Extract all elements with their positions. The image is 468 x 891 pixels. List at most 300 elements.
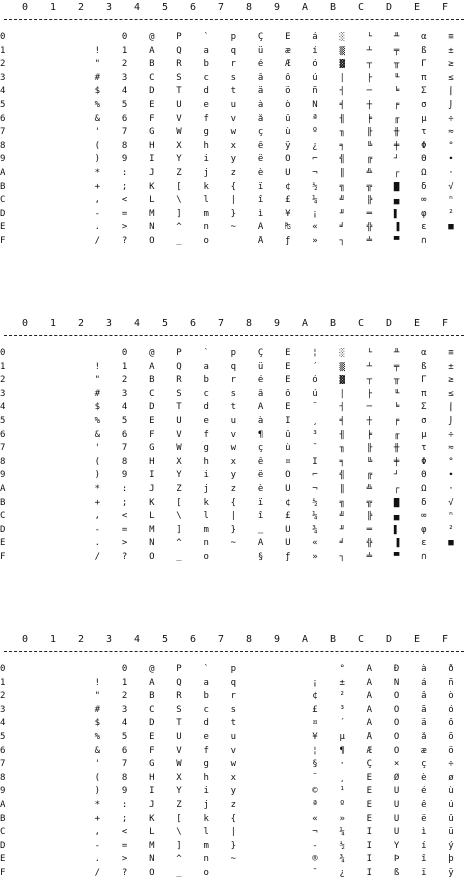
glyph-cell: 4 [121, 86, 128, 97]
glyph-cell: ╧ [366, 552, 373, 562]
glyph-cell: y [230, 470, 237, 481]
glyph-cell [57, 773, 83, 784]
column-header-label: E [413, 634, 421, 645]
glyph-cell: 4 [121, 402, 128, 413]
header-divider [4, 19, 464, 20]
glyph-cell: a [203, 45, 209, 56]
glyph-cell [30, 827, 56, 838]
glyph-cell [30, 759, 56, 770]
glyph-cell: U [176, 732, 182, 742]
glyph-cell: ⌐ [312, 470, 318, 481]
glyph-cell: ( [94, 456, 101, 467]
glyph-cell: O [149, 236, 155, 246]
glyph-cell: Ï [285, 416, 291, 426]
glyph-cell: ░ [339, 348, 345, 358]
glyph-cell: ú [312, 72, 318, 83]
glyph-cell: ì [421, 827, 427, 838]
glyph-cell [248, 841, 274, 852]
glyph-cell: } [230, 208, 237, 219]
glyph-cell: ╕ [339, 140, 345, 151]
glyph-cell: µ [421, 429, 427, 440]
glyph-cell [57, 691, 83, 702]
glyph-cell: K [149, 181, 155, 192]
glyph-cell: ╪ [393, 456, 400, 467]
glyph-cell [57, 222, 83, 233]
row-label: 9 [0, 154, 6, 165]
column-header-label: 9 [273, 634, 281, 645]
glyph-cell: T [176, 402, 182, 413]
glyph-cell: f [203, 745, 209, 756]
glyph-cell: ┤ [339, 402, 345, 413]
glyph-cell: ! [94, 45, 101, 56]
glyph-cell: ┌ [393, 168, 400, 178]
row-label: 7 [0, 443, 6, 454]
glyph-cell [30, 46, 56, 57]
glyph-cell [248, 773, 274, 784]
glyph-cell [30, 443, 56, 454]
glyph-cell: π [421, 388, 427, 399]
column-header-label: 2 [77, 318, 85, 329]
glyph-cell [30, 538, 56, 549]
glyph-cell: w [230, 127, 237, 138]
glyph-cell: ╡ [339, 416, 345, 426]
glyph-cell [57, 827, 83, 838]
glyph-cell: 6 [121, 113, 128, 124]
glyph-cell: . [94, 222, 101, 233]
glyph-cell [30, 773, 56, 784]
glyph-cell: ╞ [366, 429, 373, 440]
glyph-cell: Û [285, 538, 291, 549]
glyph-cell [57, 389, 83, 400]
column-header-label: 1 [49, 318, 57, 329]
column-header-label: E [413, 318, 421, 329]
glyph-cell: ç [257, 443, 264, 454]
glyph-cell [30, 402, 56, 413]
glyph-cell: F [149, 113, 155, 124]
row-label: C [0, 511, 6, 522]
glyph-cell: 2 [121, 691, 128, 702]
glyph-cell: u [230, 732, 237, 742]
glyph-cell: » [312, 552, 318, 562]
glyph-cell: ⌐ [312, 154, 318, 165]
column-header-label: 5 [161, 318, 169, 329]
glyph-cell: ¨ [312, 772, 318, 783]
glyph-cell: å [257, 113, 264, 124]
column-header-label: 2 [77, 634, 85, 645]
glyph-cell: φ [421, 524, 427, 535]
glyph-cell [275, 732, 301, 743]
column-header-label: B [329, 318, 337, 329]
glyph-cell: ╒ [393, 416, 400, 426]
glyph-cell: % [94, 732, 101, 742]
glyph-cell: i [203, 154, 209, 165]
glyph-cell: o [203, 868, 209, 878]
glyph-cell: Γ [421, 375, 427, 386]
row-label: 8 [0, 772, 6, 783]
glyph-cell: ' [94, 759, 101, 770]
column-header-label: 1 [49, 2, 57, 13]
glyph-cell: Ç [366, 759, 373, 770]
glyph-cell [57, 402, 83, 413]
glyph-cell: ╥ [393, 59, 400, 70]
glyph-cell: N [149, 538, 155, 549]
glyph-cell [57, 525, 83, 536]
glyph-cell: \ [176, 827, 182, 838]
glyph-cell: δ [421, 497, 427, 508]
column-header-label: C [357, 634, 365, 645]
glyph-cell: Z [176, 800, 182, 810]
glyph-cell [248, 854, 274, 865]
glyph-cell [275, 705, 301, 716]
glyph-cell: " [94, 59, 101, 70]
glyph-cell: ± [448, 361, 454, 372]
glyph-cell: ε [421, 538, 427, 549]
glyph-cell: ß [421, 361, 427, 372]
glyph-cell: X [176, 456, 182, 467]
column-header-label: C [357, 318, 365, 329]
glyph-cell: Q [176, 45, 182, 56]
column-header-label: 7 [217, 318, 225, 329]
glyph-cell: ╠ [366, 195, 373, 206]
glyph-cell [30, 222, 56, 233]
glyph-cell: ¯ [312, 868, 318, 878]
glyph-cell: ├ [366, 388, 373, 399]
glyph-cell: 7 [121, 127, 128, 138]
glyph-cell: § [312, 759, 318, 770]
row-label: 6 [0, 113, 6, 124]
glyph-cell: L [149, 511, 155, 522]
glyph-cell: ╟ [366, 127, 373, 138]
glyph-cell: ├ [366, 72, 373, 83]
glyph-cell: { [230, 813, 237, 824]
glyph-cell: ¬ [312, 484, 318, 494]
glyph-cell: ε [421, 222, 427, 233]
row-label: 3 [0, 704, 6, 715]
glyph-cell: ≤ [448, 388, 454, 399]
glyph-cell: ( [94, 772, 101, 783]
glyph-cell [30, 182, 56, 193]
glyph-cell: ╔ [366, 470, 373, 481]
glyph-cell: 0 [121, 32, 128, 42]
column-header-label: 7 [217, 2, 225, 13]
glyph-cell: ≈ [448, 127, 454, 138]
glyph-cell: > [121, 854, 128, 865]
glyph-cell: " [94, 691, 101, 702]
row-label: A [0, 800, 6, 810]
glyph-cell [30, 73, 56, 84]
glyph-cell [30, 484, 56, 495]
glyph-cell: ¹ [339, 786, 345, 797]
glyph-cell: ? [121, 552, 128, 562]
glyph-cell: : [121, 800, 128, 810]
glyph-cell: ▒ [339, 361, 345, 372]
glyph-cell: ╬ [366, 538, 373, 549]
glyph-cell: g [203, 443, 209, 454]
glyph-cell [30, 705, 56, 716]
glyph-cell: ý [448, 840, 454, 851]
glyph-cell: n [203, 538, 209, 549]
glyph-cell: @ [149, 32, 155, 42]
glyph-cell: · [339, 759, 345, 770]
glyph-cell: ª [312, 800, 318, 810]
glyph-cell: o [203, 552, 209, 562]
glyph-cell: Y [176, 470, 182, 481]
glyph-cell: σ [421, 416, 427, 426]
glyph-cell [57, 457, 83, 468]
glyph-cell [57, 786, 83, 797]
glyph-cell: ÿ [448, 868, 454, 878]
glyph-cell: B [149, 59, 155, 70]
glyph-cell [57, 362, 83, 373]
column-header-label: 9 [273, 2, 281, 13]
glyph-cell [248, 664, 274, 675]
row-label: D [0, 208, 6, 219]
glyph-cell [248, 678, 274, 689]
glyph-cell: ┘ [393, 154, 400, 165]
glyph-cell: } [230, 524, 237, 535]
glyph-cell: ` [203, 348, 209, 358]
glyph-cell: ^ [176, 222, 182, 233]
glyph-cell: τ [421, 127, 427, 138]
glyph-cell: ' [94, 127, 101, 138]
glyph-cell [30, 786, 56, 797]
glyph-cell: ╩ [366, 168, 373, 178]
glyph-cell: G [149, 127, 155, 138]
glyph-cell [275, 854, 301, 865]
row-label: D [0, 524, 6, 535]
glyph-cell [30, 127, 56, 138]
glyph-cell: ╦ [366, 181, 373, 192]
glyph-cell: F [149, 745, 155, 756]
glyph-cell: ┴ [366, 361, 373, 372]
glyph-cell [220, 552, 246, 563]
glyph-cell: ▓ [339, 375, 345, 386]
glyph-cell: ~ [230, 222, 237, 233]
glyph-cell: É [285, 348, 291, 358]
column-header-label: 5 [161, 2, 169, 13]
glyph-cell [30, 854, 56, 865]
glyph-cell: # [94, 72, 101, 83]
glyph-cell: 3 [121, 704, 128, 715]
glyph-cell: æ [285, 45, 291, 56]
glyph-cell: ª [312, 113, 318, 124]
glyph-cell [57, 86, 83, 97]
glyph-cell: J [149, 484, 155, 494]
glyph-cell: ' [94, 443, 101, 454]
glyph-cell: ┴ [366, 45, 373, 56]
glyph-cell: s [230, 704, 237, 715]
glyph-cell: Ø [393, 772, 400, 783]
glyph-cell: ² [448, 208, 454, 219]
column-header-label: 1 [49, 634, 57, 645]
glyph-cell: M [149, 524, 155, 535]
column-header-label: 3 [105, 2, 113, 13]
glyph-cell: ╝ [339, 195, 345, 206]
column-header-label: 7 [217, 634, 225, 645]
glyph-cell [57, 154, 83, 165]
glyph-cell: ÿ [285, 140, 291, 151]
glyph-cell [275, 718, 301, 729]
glyph-cell [30, 511, 56, 522]
glyph-cell: Â [366, 691, 373, 702]
glyph-cell [248, 691, 274, 702]
glyph-cell: R [176, 375, 182, 386]
glyph-cell: ∙ [448, 470, 454, 481]
glyph-cell: , [94, 195, 101, 206]
glyph-cell: 1 [121, 361, 128, 372]
row-label: E [0, 538, 6, 549]
glyph-cell: ¶ [257, 429, 264, 440]
glyph-cell: ÷ [448, 759, 454, 770]
glyph-cell: o [203, 236, 209, 246]
glyph-cell: þ [448, 854, 454, 865]
glyph-cell: ⁿ [448, 195, 454, 206]
glyph-cell [438, 236, 464, 247]
glyph-cell: P [176, 664, 182, 674]
glyph-cell: e [203, 732, 209, 742]
glyph-cell: » [312, 236, 318, 246]
column-header-label: 3 [105, 634, 113, 645]
glyph-cell: ó [448, 704, 454, 715]
glyph-cell: z [230, 484, 237, 494]
glyph-cell: = [121, 840, 128, 851]
row-label: B [0, 181, 6, 192]
column-header-label: E [413, 2, 421, 13]
glyph-cell: ╓ [393, 429, 400, 440]
glyph-cell: ! [94, 677, 101, 688]
glyph-cell: ┬ [366, 59, 373, 70]
row-label: 8 [0, 456, 6, 467]
glyph-cell: k [203, 497, 209, 508]
glyph-cell: ½ [312, 497, 318, 508]
glyph-cell: K [149, 813, 155, 824]
glyph-cell: ∞ [421, 511, 427, 522]
glyph-cell: ┼ [366, 416, 373, 426]
glyph-cell: ╨ [393, 348, 400, 358]
glyph-cell: U [176, 416, 182, 426]
glyph-cell: ╘ [393, 402, 400, 413]
glyph-cell: ╫ [393, 443, 400, 454]
glyph-cell: > [121, 222, 128, 233]
glyph-cell: x [230, 456, 237, 467]
glyph-cell: ö [448, 745, 454, 756]
glyph-cell: W [176, 127, 182, 138]
glyph-cell: + [94, 181, 101, 192]
glyph-cell [57, 236, 83, 247]
glyph-cell: ± [339, 677, 345, 688]
glyph-cell [30, 678, 56, 689]
glyph-cell: Î [312, 456, 318, 467]
glyph-cell [57, 430, 83, 441]
glyph-cell: 3 [121, 72, 128, 83]
glyph-cell [57, 195, 83, 206]
glyph-cell: Y [176, 786, 182, 797]
glyph-cell: + [94, 813, 101, 824]
glyph-cell: h [203, 772, 209, 783]
glyph-cell: Å [366, 732, 373, 742]
glyph-cell [57, 141, 83, 152]
glyph-cell: O [149, 552, 155, 562]
glyph-cell: v [230, 745, 237, 756]
column-header-label: C [357, 2, 365, 13]
glyph-cell [57, 759, 83, 770]
glyph-cell: ¯ [312, 443, 318, 454]
glyph-cell: ; [121, 181, 128, 192]
glyph-cell: Â [257, 402, 264, 413]
glyph-cell [57, 732, 83, 743]
glyph-cell: ╘ [393, 86, 400, 97]
glyph-cell: 5 [121, 732, 128, 742]
glyph-cell: 1 [121, 45, 128, 56]
glyph-cell: # [94, 388, 101, 399]
glyph-cell: Ò [393, 691, 400, 702]
glyph-cell: C [149, 72, 155, 83]
glyph-cell: ° [448, 456, 454, 467]
glyph-cell: ù [448, 786, 454, 797]
glyph-cell: ┘ [393, 470, 400, 481]
glyph-cell: Ù [393, 786, 400, 797]
column-header-label: A [301, 2, 309, 13]
glyph-cell: 1 [121, 677, 128, 688]
glyph-cell: * [94, 484, 101, 494]
glyph-cell: ñ [448, 677, 454, 688]
glyph-cell: I [149, 470, 155, 481]
glyph-cell: ò [448, 691, 454, 702]
glyph-cell: ö [285, 86, 291, 97]
glyph-cell: ╖ [339, 443, 345, 454]
glyph-cell: ³ [339, 704, 345, 715]
glyph-cell: Õ [393, 732, 400, 742]
glyph-cell [248, 705, 274, 716]
glyph-cell [57, 168, 83, 179]
glyph-cell: ½ [312, 181, 318, 192]
glyph-cell: ╒ [393, 100, 400, 110]
glyph-cell: █ [393, 181, 400, 192]
glyph-cell: / [94, 868, 101, 878]
glyph-cell: î [421, 854, 427, 865]
glyph-cell: â [421, 691, 427, 702]
glyph-cell: ¾ [339, 854, 345, 865]
glyph-cell: ╕ [339, 456, 345, 467]
glyph-cell: | [230, 195, 237, 206]
glyph-cell: é [257, 59, 264, 70]
glyph-cell: │ [339, 72, 345, 83]
glyph-cell: ¼ [339, 827, 345, 838]
column-header-label: D [385, 2, 393, 13]
glyph-cell: f [203, 113, 209, 124]
glyph-cell: k [203, 813, 209, 824]
row-label: 1 [0, 361, 6, 372]
glyph-cell: & [94, 429, 101, 440]
glyph-cell [57, 443, 83, 454]
glyph-cell: Å [257, 236, 264, 246]
glyph-cell: ╜ [339, 208, 345, 219]
glyph-cell [84, 32, 110, 43]
glyph-cell: / [94, 236, 101, 246]
row-label: 3 [0, 388, 6, 399]
glyph-cell [30, 525, 56, 536]
glyph-cell: Θ [421, 154, 427, 165]
glyph-cell [57, 678, 83, 689]
glyph-cell: ╔ [366, 154, 373, 165]
glyph-cell: ▄ [393, 195, 400, 206]
glyph-cell: ¸ [339, 772, 345, 783]
glyph-cell [57, 416, 83, 427]
glyph-cell: ƒ [285, 552, 291, 562]
row-label: B [0, 813, 6, 824]
glyph-cell: £ [285, 195, 291, 206]
row-label: 0 [0, 348, 6, 358]
